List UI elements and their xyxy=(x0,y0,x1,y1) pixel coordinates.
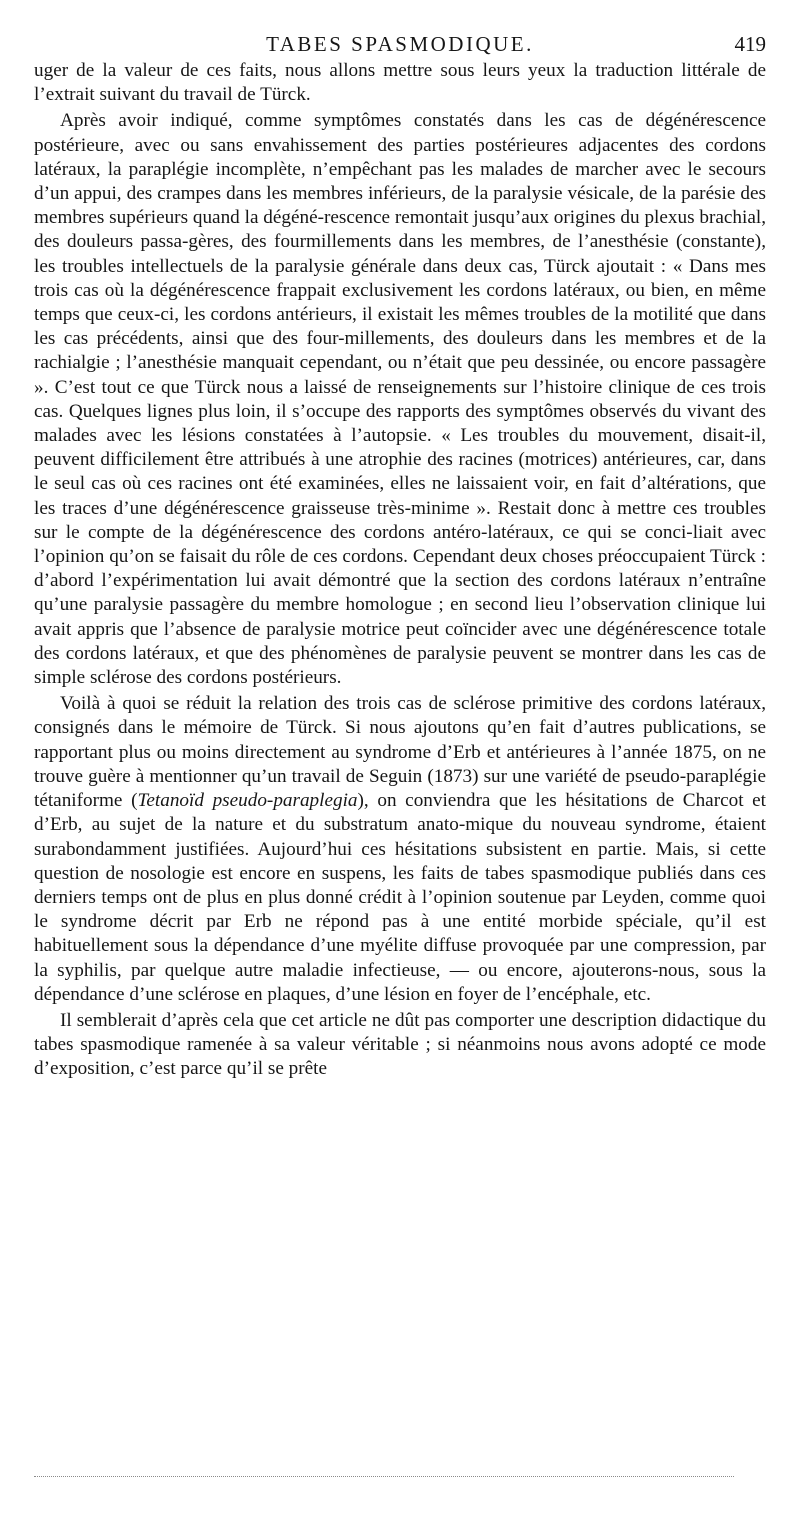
footer-dotted-rule xyxy=(34,1476,734,1477)
paragraph-3-text-a: Voilà à quoi se réduit la relation des trois cas de sclérose primitive des cordons latéraux, consignés dans le mémoire de Türck. Si nous ajoutons qu’en fait d’autres publications, se rapportant plus ou moins directement au syndrome d’Erb et antérieures à l’année 1875, on ne trouve guère à mentionner qu’un travail de Seguin (1873) sur une variété de pseudo-paraplégie tétaniforme ( xyxy=(34,693,766,812)
paragraph-1-text: uger de la valeur de ces faits, nous allons mettre sous leurs yeux la traduction littérale de l’extrait suivant du travail de Türck. xyxy=(34,60,766,106)
running-title: TABES SPASMODIQUE. xyxy=(266,32,534,56)
page-number: 419 xyxy=(734,32,766,56)
body-text xyxy=(34,59,766,1082)
running-head xyxy=(34,30,766,58)
latin-term: Tetanoïd pseudo-paraplegia xyxy=(137,790,358,812)
paragraph-4 xyxy=(34,1009,766,1082)
paragraph-3 xyxy=(34,692,766,1007)
paragraph-1 xyxy=(34,59,766,107)
paragraph-2 xyxy=(34,109,766,690)
paragraph-2-text: Après avoir indiqué, comme symptômes constatés dans les cas de dégénérescence postérieure, avec ou sans envahissement des parties postérieures adjacentes des cordons latéraux, la paraplégie incomplète, n’empêchant pas les malades de marcher avec le secours d’un appui, des crampes dans les membres inférieurs, de la paralysie vésicale, de la parésie des membres supérieurs quand la dégéné-rescence remontait jusqu’aux origines du plexus brachial, des douleurs passa-gères, des fourmillements dans les membres, de l’anesthésie (constante), les troubles intellectuels de la paralysie générale dans deux cas, Türck ajoutait : « Dans mes trois cas où la dégénérescence frappait exclusivement les cordons latéraux, ou bien, en même temps que ceux-ci, les cordons antérieurs, il existait les mêmes troubles de la motilité que dans les cas précédents, ainsi que des four-millements, des douleurs dans les membres et de la rachialgie ; l’anesthésie manquait cependant, ou n’était que peu dessinée, ou encore passagère ». C’est tout ce que Türck nous a laissé de renseignements sur l’histoire clinique de ces trois cas. Quelques lignes plus loin, il s’occupe des rapports des symptômes observés du vivant des malades avec les lésions constatées à l’autopsie. « Les troubles du mouvement, disait-il, peuvent difficilement être attribués à une atrophie des racines (motrices) antérieures, car, dans le seul cas où ces racines ont été examinées, elles ne laissaient voir, en fait d’altérations, que les traces d’une dégénérescence graisseuse très-minime ». Restait donc à mettre ces troubles sur le compte de la dégénérescence des cordons antéro-latéraux, ce qui se conci-liait avec l’opinion qu’on se faisait du rôle de ces cordons. Cependant deux choses préoccupaient Türck : d’abord l’expérimentation lui avait démontré que la section des cordons latéraux n’entraîne qu’une paralysie passagère du membre homologue ; en second lieu l’observation clinique lui avait appris que l’absence de paralysie motrice peut coïncider avec une dégénérescence totale des cordons latéraux, et que des phénomènes de paralysie peuvent se montrer dans les cas de simple sclérose des cordons postérieurs. xyxy=(34,110,766,689)
paragraph-3-text-b: ), on conviendra que les hésitations de Charcot et d’Erb, au sujet de la nature et du substratum anato-mique du nouveau syndrome, étaient surabondamment justifiées. Aujourd’hui ces hésitations subsistent en partie. Mais, si cette question de nosologie est encore en suspens, les faits de tabes spasmodique publiés dans ces derniers temps ont de plus en plus donné crédit à l’opinion soutenue par Leyden, comme quoi le syndrome décrit par Erb ne répond pas à une entité morbide spéciale, qu’il est habituellement sous la dépendance d’une myélite diffuse provoquée par une compression, par la syphilis, par quelque autre maladie infectieuse, — ou encore, ajouterons-nous, sous la dépendance d’une sclérose en plaques, d’une lésion en foyer de l’encéphale, etc. xyxy=(34,790,767,1005)
paragraph-4-text: Il semblerait d’après cela que cet article ne dût pas comporter une description didactique du tabes spasmodique ramenée à sa valeur véritable ; si néanmoins nous avons adopté ce mode d’exposition, c’est parce qu’il se prête xyxy=(34,1009,766,1080)
